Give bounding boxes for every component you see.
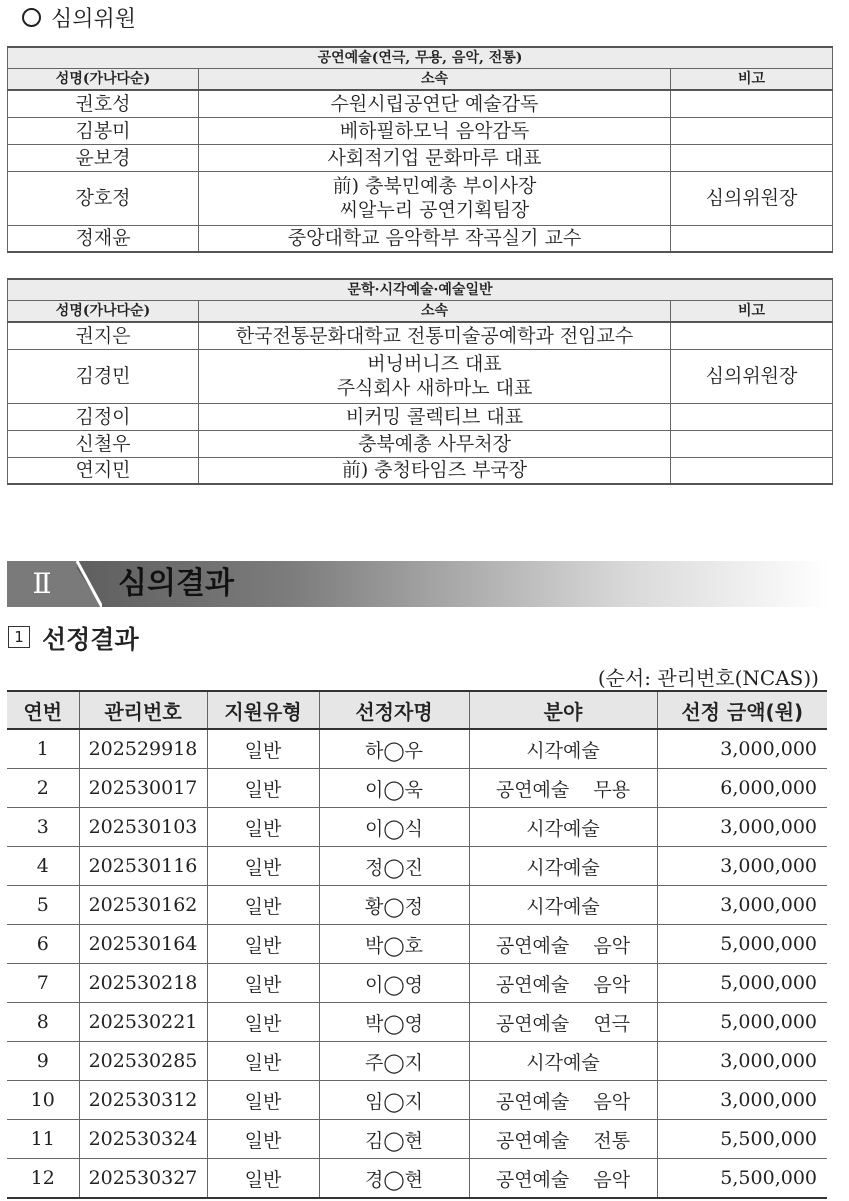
col-header-name: 성명(가나다순) xyxy=(8,69,199,91)
table-row xyxy=(7,808,827,847)
committee-heading xyxy=(22,2,136,33)
col-header-affiliation: 소속 xyxy=(199,301,671,323)
category-header: 문학·시각예술·예술일반 xyxy=(8,279,833,301)
col-header-field: 분야 xyxy=(469,691,657,729)
cell-field: 시각예술 xyxy=(469,847,657,886)
cell-name: 경◯현 xyxy=(319,1159,469,1199)
cell-id: 202530324 xyxy=(79,1120,207,1159)
cell-field: 공연예술 음악 xyxy=(469,964,657,1003)
table-row xyxy=(8,349,833,403)
committee-table-literature-visual xyxy=(7,278,833,485)
cell-name: 하◯우 xyxy=(319,729,469,769)
member-note xyxy=(671,457,833,484)
member-note: 심의위원장 xyxy=(671,171,833,225)
cell-type: 일반 xyxy=(207,1003,319,1042)
table-row xyxy=(7,1159,827,1199)
affiliation-line-1: 버닝버니즈 대표 xyxy=(367,353,502,375)
cell-field: 시각예술 xyxy=(469,886,657,925)
cell-type: 일반 xyxy=(207,1081,319,1120)
member-name: 장호정 xyxy=(8,171,199,225)
cell-no: 6 xyxy=(7,925,79,964)
cell-field: 시각예술 xyxy=(469,808,657,847)
member-name: 연지민 xyxy=(8,457,199,484)
cell-id: 202530162 xyxy=(79,886,207,925)
member-name: 신철우 xyxy=(8,430,199,457)
cell-type: 일반 xyxy=(207,1159,319,1199)
cell-type: 일반 xyxy=(207,1120,319,1159)
cell-name: 박◯호 xyxy=(319,925,469,964)
cell-amount: 5,000,000 xyxy=(657,1003,827,1042)
results-table xyxy=(7,690,827,1199)
cell-amount: 3,000,000 xyxy=(657,729,827,769)
table-row xyxy=(7,769,827,808)
member-name: 권호성 xyxy=(8,90,199,117)
cell-name: 김◯현 xyxy=(319,1120,469,1159)
cell-amount: 6,000,000 xyxy=(657,769,827,808)
table-row xyxy=(8,90,833,117)
cell-no: 5 xyxy=(7,886,79,925)
cell-name: 이◯욱 xyxy=(319,769,469,808)
member-affiliation: 중앙대학교 음악학부 작곡실기 교수 xyxy=(199,225,671,252)
table-row xyxy=(8,144,833,171)
member-name: 윤보경 xyxy=(8,144,199,171)
table-row xyxy=(7,729,827,769)
cell-no: 3 xyxy=(7,808,79,847)
member-affiliation: 비커밍 콜렉티브 대표 xyxy=(199,403,671,430)
section-number: Ⅱ xyxy=(7,561,77,607)
cell-field: 공연예술 음악 xyxy=(469,1081,657,1120)
cell-name: 황◯정 xyxy=(319,886,469,925)
cell-id: 202530116 xyxy=(79,847,207,886)
cell-amount: 3,000,000 xyxy=(657,886,827,925)
cell-amount: 3,000,000 xyxy=(657,1081,827,1120)
cell-id: 202530017 xyxy=(79,769,207,808)
cell-no: 11 xyxy=(7,1120,79,1159)
cell-amount: 5,000,000 xyxy=(657,964,827,1003)
cell-id: 202530218 xyxy=(79,964,207,1003)
member-affiliation: 한국전통문화대학교 전통미술공예학과 전임교수 xyxy=(199,322,671,349)
cell-no: 8 xyxy=(7,1003,79,1042)
cell-name: 임◯지 xyxy=(319,1081,469,1120)
member-name: 김경민 xyxy=(8,349,199,403)
subsection-title: 선정결과 xyxy=(42,625,139,654)
cell-field: 시각예술 xyxy=(469,729,657,769)
category-header: 공연예술(연극, 무용, 음악, 전통) xyxy=(8,47,833,69)
cell-id: 202530164 xyxy=(79,925,207,964)
member-affiliation: 베하필하모닉 음악감독 xyxy=(199,117,671,144)
cell-type: 일반 xyxy=(207,1042,319,1081)
table-row xyxy=(8,225,833,252)
col-header-note: 비고 xyxy=(671,301,833,323)
cell-amount: 5,000,000 xyxy=(657,925,827,964)
col-header-note: 비고 xyxy=(671,69,833,91)
table-row xyxy=(7,964,827,1003)
table-row xyxy=(7,886,827,925)
committee-title: 심의위원 xyxy=(51,7,137,32)
member-note xyxy=(671,90,833,117)
table-row xyxy=(8,430,833,457)
table-row xyxy=(8,322,833,349)
cell-no: 4 xyxy=(7,847,79,886)
cell-field: 공연예술 음악 xyxy=(469,925,657,964)
cell-amount: 3,000,000 xyxy=(657,808,827,847)
subsection-number: 1 xyxy=(8,626,30,648)
table-row xyxy=(7,1120,827,1159)
cell-no: 7 xyxy=(7,964,79,1003)
cell-type: 일반 xyxy=(207,925,319,964)
cell-no: 9 xyxy=(7,1042,79,1081)
cell-field: 공연예술 전통 xyxy=(469,1120,657,1159)
table-row xyxy=(8,171,833,225)
cell-id: 202530312 xyxy=(79,1081,207,1120)
banner-divider xyxy=(72,561,102,607)
member-name: 김봉미 xyxy=(8,117,199,144)
cell-id: 202530327 xyxy=(79,1159,207,1199)
affiliation-line-2: 주식회사 새하마노 대표 xyxy=(336,377,533,399)
col-header-name: 성명(가나다순) xyxy=(8,301,199,323)
cell-id: 202530103 xyxy=(79,808,207,847)
cell-name: 이◯영 xyxy=(319,964,469,1003)
member-note xyxy=(671,144,833,171)
col-header-type: 지원유형 xyxy=(207,691,319,729)
member-note xyxy=(671,430,833,457)
member-affiliation: 수원시립공연단 예술감독 xyxy=(199,90,671,117)
cell-id: 202530221 xyxy=(79,1003,207,1042)
col-header-no: 연번 xyxy=(7,691,79,729)
cell-field: 공연예술 음악 xyxy=(469,1159,657,1199)
member-note xyxy=(671,225,833,252)
cell-field: 공연예술 무용 xyxy=(469,769,657,808)
cell-field: 시각예술 xyxy=(469,1042,657,1081)
col-header-id: 관리번호 xyxy=(79,691,207,729)
table-row xyxy=(7,1081,827,1120)
affiliation-line-2: 씨알누리 공연기획팀장 xyxy=(339,199,530,221)
cell-amount: 5,500,000 xyxy=(657,1120,827,1159)
col-header-name: 선정자명 xyxy=(319,691,469,729)
member-note xyxy=(671,322,833,349)
member-name: 정재윤 xyxy=(8,225,199,252)
cell-no: 2 xyxy=(7,769,79,808)
order-note: (순서: 관리번호(NCAS)) xyxy=(597,666,819,690)
table-row xyxy=(7,925,827,964)
col-header-amount: 선정 금액(원) xyxy=(657,691,827,729)
cell-id: 202530285 xyxy=(79,1042,207,1081)
table-row xyxy=(7,1042,827,1081)
cell-type: 일반 xyxy=(207,769,319,808)
col-header-affiliation: 소속 xyxy=(199,69,671,91)
cell-no: 1 xyxy=(7,729,79,769)
cell-type: 일반 xyxy=(207,964,319,1003)
cell-id: 202529918 xyxy=(79,729,207,769)
cell-name: 정◯진 xyxy=(319,847,469,886)
member-affiliation: 사회적기업 문화마루 대표 xyxy=(199,144,671,171)
cell-name: 이◯식 xyxy=(319,808,469,847)
cell-type: 일반 xyxy=(207,886,319,925)
cell-name: 박◯영 xyxy=(319,1003,469,1042)
table-row xyxy=(8,117,833,144)
cell-no: 10 xyxy=(7,1081,79,1120)
member-affiliation xyxy=(199,349,671,403)
member-affiliation xyxy=(199,171,671,225)
committee-table-performing xyxy=(7,46,833,253)
member-note xyxy=(671,403,833,430)
member-affiliation: 충북예총 사무처장 xyxy=(199,430,671,457)
cell-type: 일반 xyxy=(207,808,319,847)
cell-no: 12 xyxy=(7,1159,79,1199)
cell-name: 주◯지 xyxy=(319,1042,469,1081)
table-row xyxy=(7,847,827,886)
affiliation-line-1: 前) 충북민예총 부이사장 xyxy=(332,175,537,197)
cell-field: 공연예술 연극 xyxy=(469,1003,657,1042)
table-row xyxy=(7,1003,827,1042)
member-affiliation: 前) 충청타임즈 부국장 xyxy=(199,457,671,484)
member-name: 김정이 xyxy=(8,403,199,430)
member-note: 심의위원장 xyxy=(671,349,833,403)
section-title: 심의결과 xyxy=(118,566,234,601)
table-row xyxy=(8,403,833,430)
cell-amount: 3,000,000 xyxy=(657,847,827,886)
member-name: 권지은 xyxy=(8,322,199,349)
cell-amount: 3,000,000 xyxy=(657,1042,827,1081)
cell-amount: 5,500,000 xyxy=(657,1159,827,1199)
member-note xyxy=(671,117,833,144)
cell-type: 일반 xyxy=(207,729,319,769)
table-row xyxy=(8,457,833,484)
cell-type: 일반 xyxy=(207,847,319,886)
circle-bullet-icon xyxy=(22,8,41,27)
